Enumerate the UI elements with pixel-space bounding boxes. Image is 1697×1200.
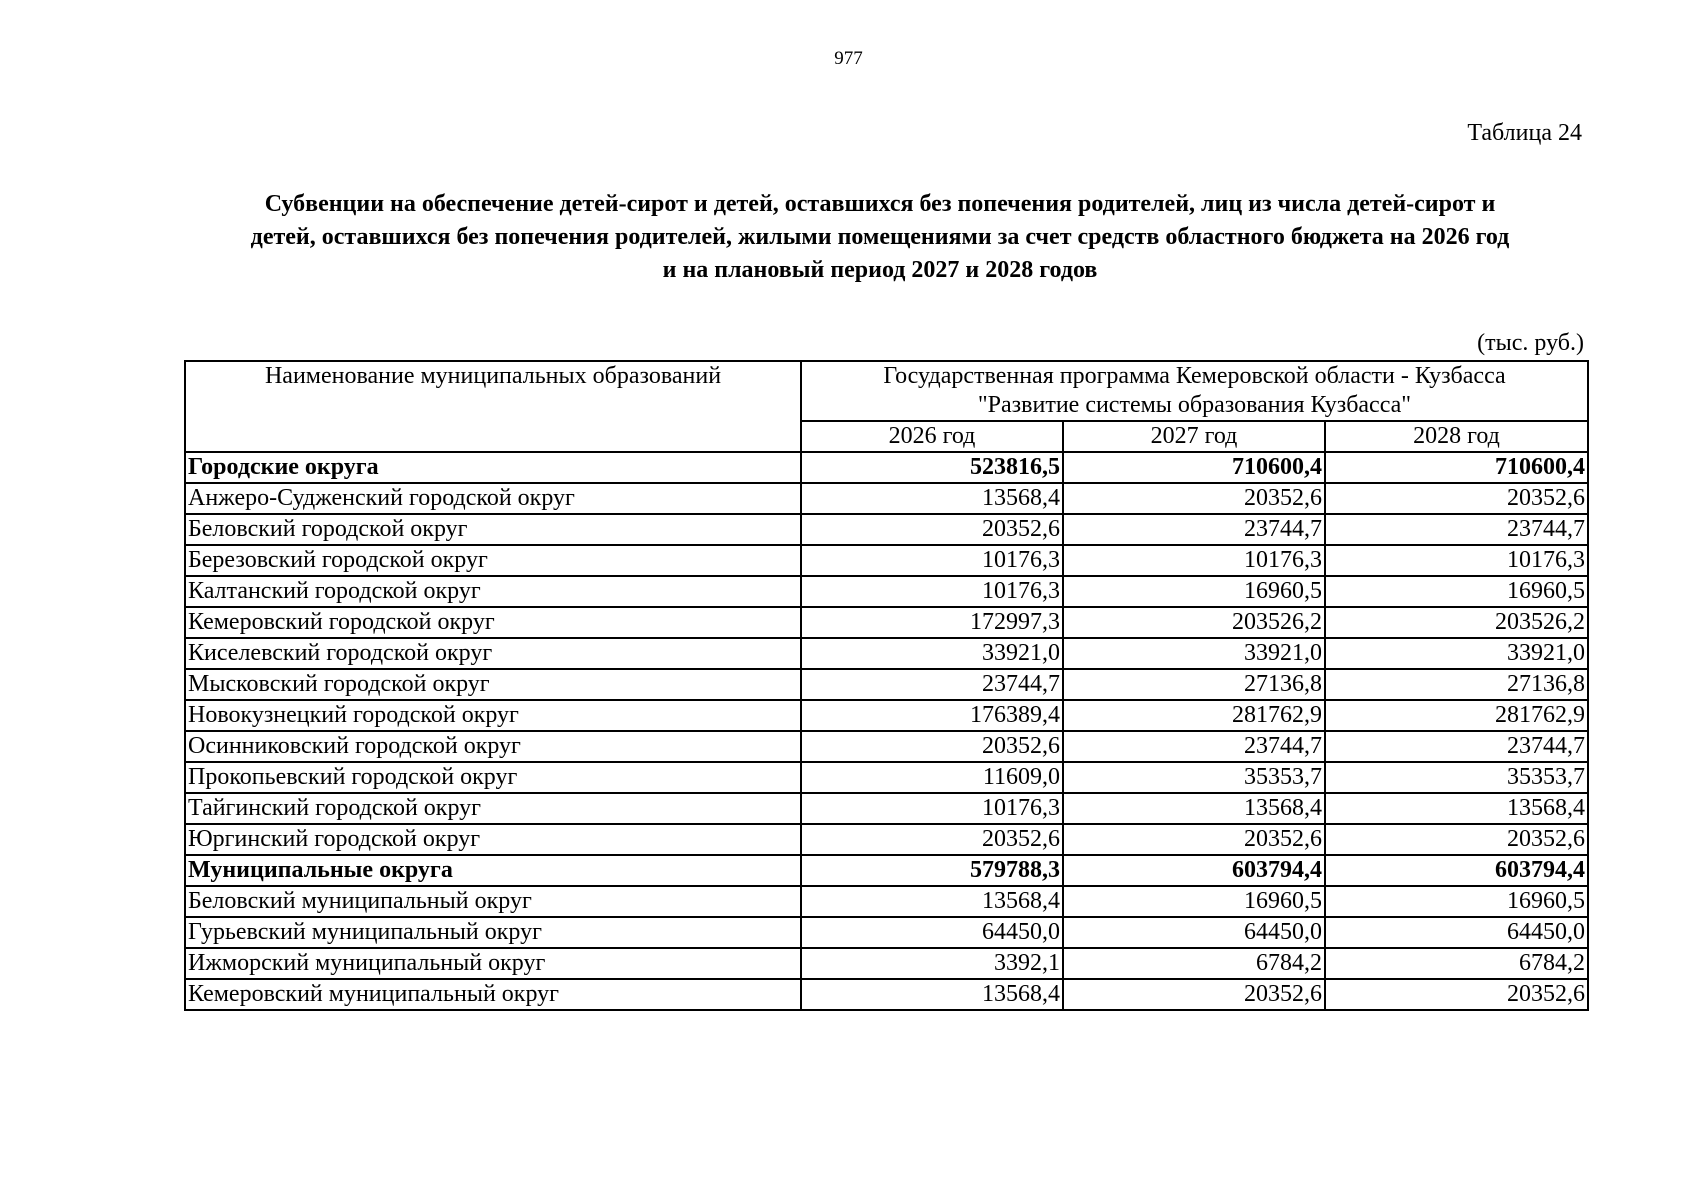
value-2026-cell: 176389,4 xyxy=(801,700,1063,731)
program-header-line: Государственная программа Кемеровской области - Кузбасса xyxy=(883,363,1506,389)
value-2026-cell: 33921,0 xyxy=(801,638,1063,669)
value-2028-cell: 20352,6 xyxy=(1325,483,1588,514)
table-row xyxy=(185,917,1588,948)
value-2027-cell: 16960,5 xyxy=(1063,576,1325,607)
title-line: детей, оставшихся без попечения родителей, жилыми помещениями за счет средств областного бюджета на 2026 год xyxy=(250,224,1510,250)
value-2028-cell: 33921,0 xyxy=(1325,638,1588,669)
value-2028-cell: 20352,6 xyxy=(1325,824,1588,855)
value-2027-cell: 6784,2 xyxy=(1063,948,1325,979)
table-row xyxy=(185,669,1588,700)
value-2026-cell: 64450,0 xyxy=(801,917,1063,948)
value-2027-cell: 23744,7 xyxy=(1063,731,1325,762)
value-2027-cell: 603794,4 xyxy=(1063,855,1325,886)
value-2027-cell: 20352,6 xyxy=(1063,979,1325,1010)
value-2027-cell: 35353,7 xyxy=(1063,762,1325,793)
table-row xyxy=(185,793,1588,824)
value-2027-cell: 16960,5 xyxy=(1063,886,1325,917)
value-2026-cell: 10176,3 xyxy=(801,793,1063,824)
table-row xyxy=(185,824,1588,855)
value-2028-cell: 64450,0 xyxy=(1325,917,1588,948)
municipality-name-cell: Мысковский городской округ xyxy=(185,669,801,700)
table-row xyxy=(185,483,1588,514)
value-2027-cell: 27136,8 xyxy=(1063,669,1325,700)
value-2027-cell: 10176,3 xyxy=(1063,545,1325,576)
units-label: (тыс. руб.) xyxy=(1477,330,1584,356)
value-2027-cell: 20352,6 xyxy=(1063,824,1325,855)
municipality-name-cell: Калтанский городской округ xyxy=(185,576,801,607)
municipality-name-cell: Тайгинский городской округ xyxy=(185,793,801,824)
table-row xyxy=(185,700,1588,731)
value-2026-cell: 579788,3 xyxy=(801,855,1063,886)
value-2028-cell: 16960,5 xyxy=(1325,576,1588,607)
value-2026-cell: 23744,7 xyxy=(801,669,1063,700)
municipality-name-cell: Осинниковский городской округ xyxy=(185,731,801,762)
municipality-name-cell: Юргинский городской округ xyxy=(185,824,801,855)
table-row xyxy=(185,545,1588,576)
value-2027-cell: 33921,0 xyxy=(1063,638,1325,669)
municipality-name-cell: Беловский городской округ xyxy=(185,514,801,545)
value-2026-cell: 13568,4 xyxy=(801,979,1063,1010)
table-row xyxy=(185,762,1588,793)
value-2028-cell: 20352,6 xyxy=(1325,979,1588,1010)
value-2028-cell: 13568,4 xyxy=(1325,793,1588,824)
value-2026-cell: 20352,6 xyxy=(801,731,1063,762)
table-header-row xyxy=(185,361,1588,421)
value-2028-cell: 16960,5 xyxy=(1325,886,1588,917)
municipality-name-cell: Гурьевский муниципальный округ xyxy=(185,917,801,948)
year-header-2028: 2028 год xyxy=(1325,421,1588,452)
value-2028-cell: 6784,2 xyxy=(1325,948,1588,979)
municipality-name-cell: Прокопьевский городской округ xyxy=(185,762,801,793)
municipality-name-cell: Киселевский городской округ xyxy=(185,638,801,669)
value-2026-cell: 20352,6 xyxy=(801,824,1063,855)
value-2028-cell: 27136,8 xyxy=(1325,669,1588,700)
municipality-name-header: Наименование муниципальных образований xyxy=(185,361,801,452)
value-2027-cell: 64450,0 xyxy=(1063,917,1325,948)
title-line: и на плановый период 2027 и 2028 годов xyxy=(662,257,1098,283)
group-total-row xyxy=(185,452,1588,483)
program-header xyxy=(801,361,1588,421)
municipality-name-cell: Новокузнецкий городской округ xyxy=(185,700,801,731)
page-number: 977 xyxy=(834,48,863,69)
table-row xyxy=(185,979,1588,1010)
table-row xyxy=(185,514,1588,545)
value-2028-cell: 603794,4 xyxy=(1325,855,1588,886)
municipality-name-cell: Анжеро-Судженский городской округ xyxy=(185,483,801,514)
value-2026-cell: 10176,3 xyxy=(801,576,1063,607)
value-2028-cell: 281762,9 xyxy=(1325,700,1588,731)
program-header-line: "Развитие системы образования Кузбасса" xyxy=(977,392,1412,418)
value-2028-cell: 203526,2 xyxy=(1325,607,1588,638)
table-number: Таблица 24 xyxy=(1467,120,1582,146)
table-body xyxy=(185,452,1588,1010)
value-2028-cell: 23744,7 xyxy=(1325,514,1588,545)
municipality-name-cell: Ижморский муниципальный округ xyxy=(185,948,801,979)
value-2027-cell: 281762,9 xyxy=(1063,700,1325,731)
value-2028-cell: 23744,7 xyxy=(1325,731,1588,762)
value-2027-cell: 13568,4 xyxy=(1063,793,1325,824)
value-2027-cell: 710600,4 xyxy=(1063,452,1325,483)
table-row xyxy=(185,638,1588,669)
municipality-name-cell: Муниципальные округа xyxy=(185,855,801,886)
value-2027-cell: 203526,2 xyxy=(1063,607,1325,638)
document-title xyxy=(175,188,1585,287)
value-2028-cell: 10176,3 xyxy=(1325,545,1588,576)
value-2026-cell: 13568,4 xyxy=(801,886,1063,917)
value-2026-cell: 13568,4 xyxy=(801,483,1063,514)
municipality-name-cell: Березовский городской округ xyxy=(185,545,801,576)
value-2027-cell: 20352,6 xyxy=(1063,483,1325,514)
municipality-name-cell: Городские округа xyxy=(185,452,801,483)
table-row xyxy=(185,576,1588,607)
municipality-name-cell: Кемеровский городской округ xyxy=(185,607,801,638)
table-row xyxy=(185,886,1588,917)
value-2028-cell: 710600,4 xyxy=(1325,452,1588,483)
title-line: Субвенции на обеспечение детей-сирот и детей, оставшихся без попечения родителей, лиц из числа детей-сирот и xyxy=(264,191,1496,217)
table-row xyxy=(185,948,1588,979)
municipality-name-cell: Кемеровский муниципальный округ xyxy=(185,979,801,1010)
table-row xyxy=(185,731,1588,762)
value-2026-cell: 10176,3 xyxy=(801,545,1063,576)
value-2028-cell: 35353,7 xyxy=(1325,762,1588,793)
group-total-row xyxy=(185,855,1588,886)
subvention-table xyxy=(184,360,1589,1011)
value-2026-cell: 20352,6 xyxy=(801,514,1063,545)
value-2026-cell: 523816,5 xyxy=(801,452,1063,483)
municipality-name-cell: Беловский муниципальный округ xyxy=(185,886,801,917)
value-2026-cell: 3392,1 xyxy=(801,948,1063,979)
table-row xyxy=(185,607,1588,638)
value-2027-cell: 23744,7 xyxy=(1063,514,1325,545)
value-2026-cell: 11609,0 xyxy=(801,762,1063,793)
value-2026-cell: 172997,3 xyxy=(801,607,1063,638)
year-header-2026: 2026 год xyxy=(801,421,1063,452)
year-header-2027: 2027 год xyxy=(1063,421,1325,452)
